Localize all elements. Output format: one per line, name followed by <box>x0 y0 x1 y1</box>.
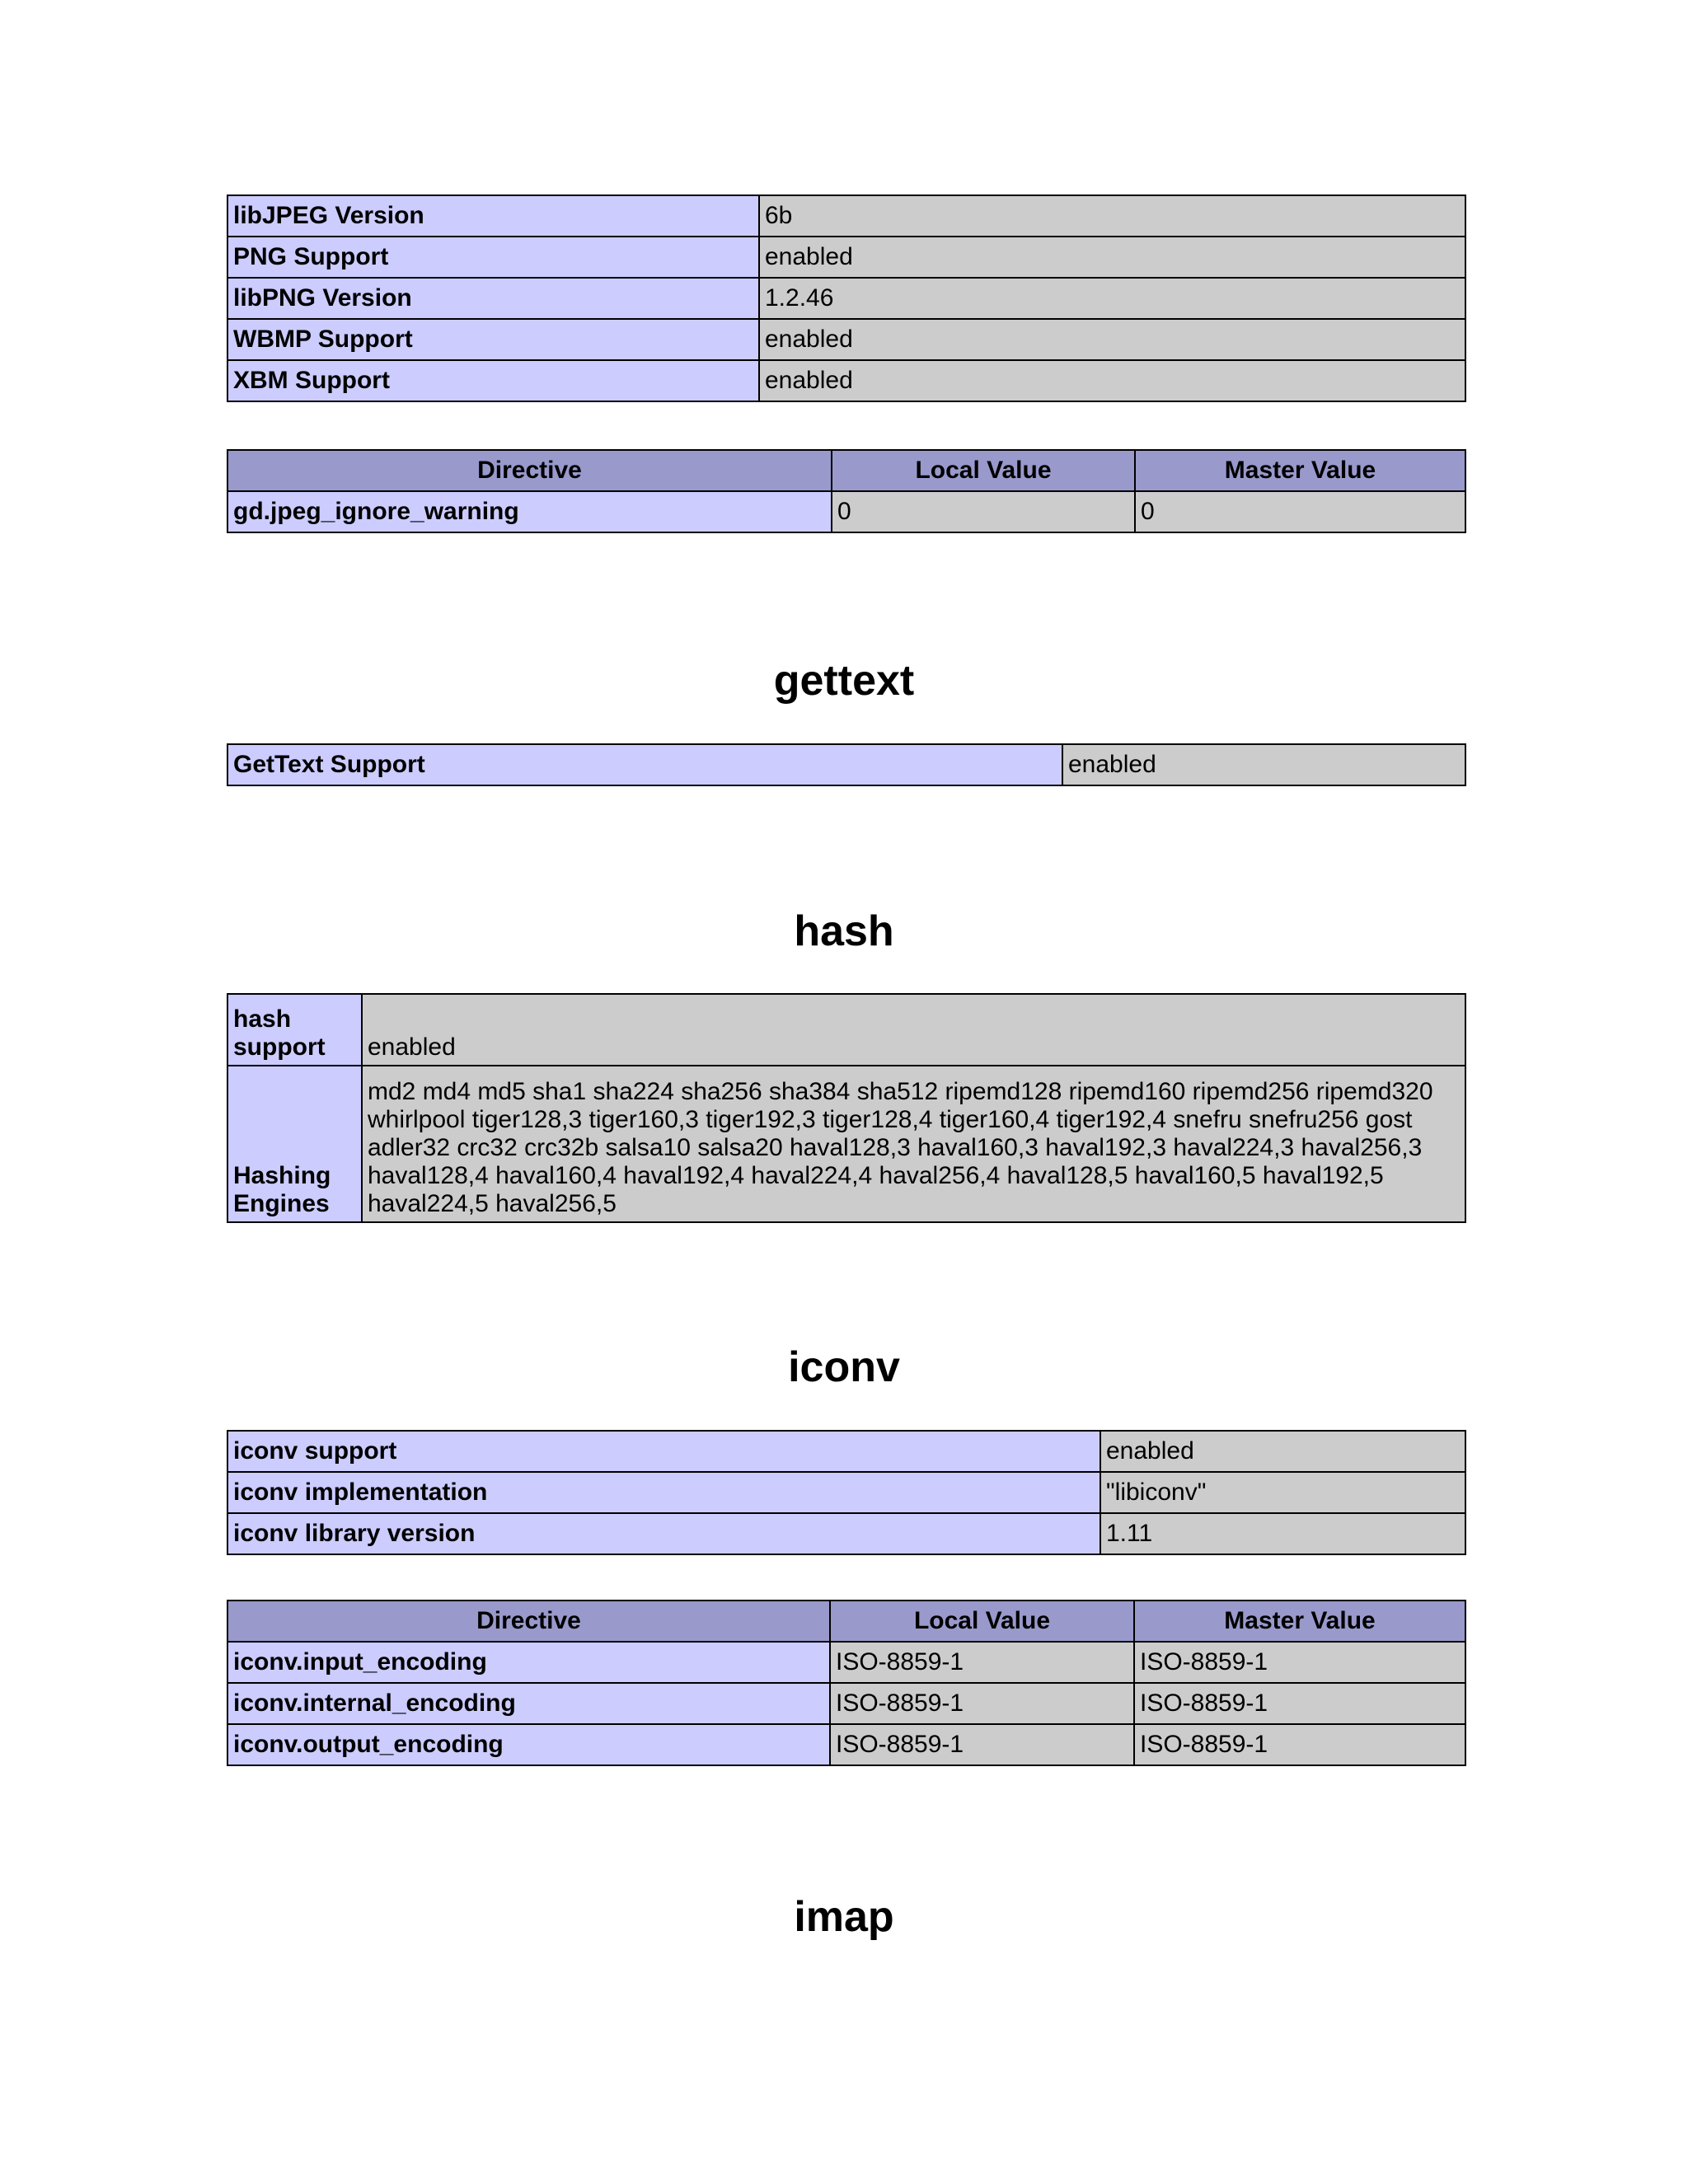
iconv-directives-table <box>227 1600 1466 1766</box>
row-value: enabled <box>759 360 1465 401</box>
table-row <box>227 1724 1465 1765</box>
row-label: iconv support <box>227 1431 1100 1472</box>
column-header-local-value: Local Value <box>832 450 1135 491</box>
gd-directives-table <box>227 449 1466 533</box>
master-value: ISO-8859-1 <box>1134 1642 1465 1683</box>
directive-name: iconv.output_encoding <box>227 1724 830 1765</box>
row-value: enabled <box>1100 1431 1465 1472</box>
section-title-hash: hash <box>794 907 894 955</box>
local-value: 0 <box>832 491 1135 532</box>
row-value: 1.11 <box>1100 1513 1465 1554</box>
table-row <box>227 319 1465 360</box>
directive-name: iconv.input_encoding <box>227 1642 830 1683</box>
column-header-master-value: Master Value <box>1134 1601 1465 1642</box>
row-value: enabled <box>1062 744 1465 785</box>
table-row <box>227 1472 1465 1513</box>
row-label: iconv library version <box>227 1513 1100 1554</box>
row-label: GetText Support <box>227 744 1062 785</box>
row-value: 6b <box>759 195 1465 237</box>
table-header-row <box>227 1601 1465 1642</box>
row-value: md2 md4 md5 sha1 sha224 sha256 sha384 sha512 ripemd128 ripemd160 ripemd256 ripemd320 whirlpool tiger128,3 tiger160,3 tiger192,3 tiger128,4 tiger160,4 tiger192,4 snefru snefru256 gost adler32 crc32 crc32b salsa10 salsa20 haval128,3 haval160,3 haval192,3 haval224,3 haval256,3 haval128,4 haval160,4 haval192,4 haval224,4 haval256,4 haval128,5 haval160,5 haval192,5 haval224,5 haval256,5 <box>362 1066 1465 1222</box>
local-value: ISO-8859-1 <box>830 1683 1134 1724</box>
table-row <box>227 195 1465 237</box>
iconv-info-table <box>227 1430 1466 1555</box>
table-row <box>227 744 1465 785</box>
section-title-imap: imap <box>794 1893 894 1941</box>
hash-info-table <box>227 993 1466 1223</box>
table-row <box>227 278 1465 319</box>
table-row <box>227 237 1465 278</box>
row-label: WBMP Support <box>227 319 759 360</box>
row-label: iconv implementation <box>227 1472 1100 1513</box>
directive-name: iconv.internal_encoding <box>227 1683 830 1724</box>
table-header-row <box>227 450 1465 491</box>
row-label: libPNG Version <box>227 278 759 319</box>
table-row <box>227 1431 1465 1472</box>
row-value: enabled <box>759 319 1465 360</box>
column-header-directive: Directive <box>227 1601 830 1642</box>
column-header-directive: Directive <box>227 450 832 491</box>
column-header-local-value: Local Value <box>830 1601 1134 1642</box>
master-value: ISO-8859-1 <box>1134 1683 1465 1724</box>
column-header-master-value: Master Value <box>1135 450 1465 491</box>
table-row <box>227 1066 1465 1222</box>
directive-name: gd.jpeg_ignore_warning <box>227 491 832 532</box>
gettext-info-table <box>227 743 1466 786</box>
table-row <box>227 1683 1465 1724</box>
master-value: ISO-8859-1 <box>1134 1724 1465 1765</box>
row-label: hash support <box>227 994 362 1066</box>
row-value: enabled <box>759 237 1465 278</box>
row-label: libJPEG Version <box>227 195 759 237</box>
table-row <box>227 994 1465 1066</box>
row-label: XBM Support <box>227 360 759 401</box>
local-value: ISO-8859-1 <box>830 1724 1134 1765</box>
table-row <box>227 1642 1465 1683</box>
section-title-gettext: gettext <box>773 657 915 705</box>
table-row <box>227 1513 1465 1554</box>
table-row <box>227 491 1465 532</box>
row-label: PNG Support <box>227 237 759 278</box>
row-value: enabled <box>362 994 1465 1066</box>
row-value: "libiconv" <box>1100 1472 1465 1513</box>
gd-info-table <box>227 194 1466 402</box>
master-value: 0 <box>1135 491 1465 532</box>
row-value: 1.2.46 <box>759 278 1465 319</box>
row-label: Hashing Engines <box>227 1066 362 1222</box>
table-row <box>227 360 1465 401</box>
local-value: ISO-8859-1 <box>830 1642 1134 1683</box>
section-title-iconv: iconv <box>788 1343 900 1391</box>
